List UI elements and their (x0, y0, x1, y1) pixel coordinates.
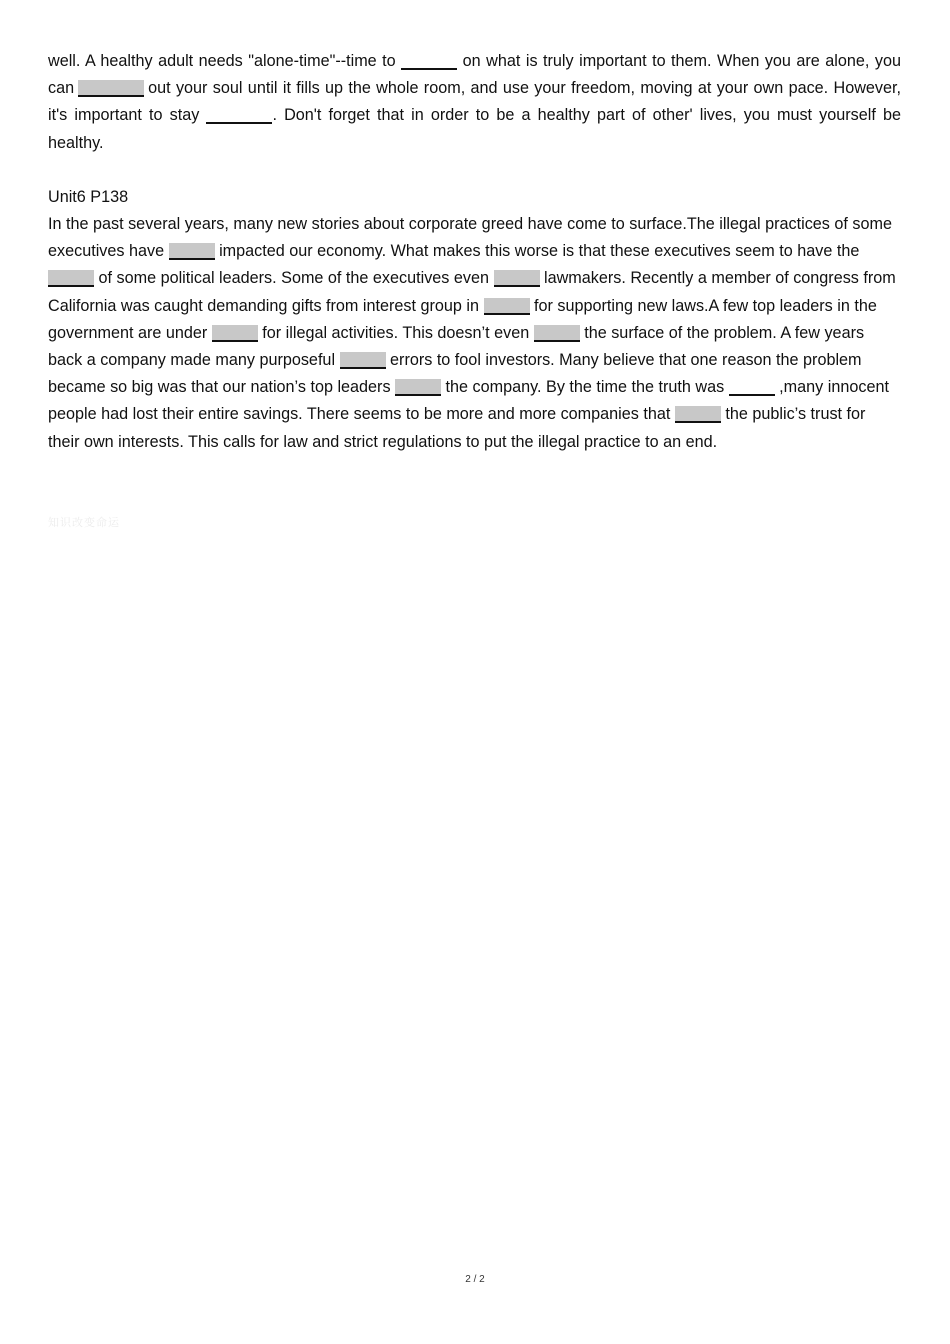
text-segment: of some political leaders. Some of the executives even (94, 269, 494, 288)
fill-in-blank[interactable] (675, 406, 721, 423)
text-segment: out your soul until it fills up the whole room, and use your freedom, moving at your own pace. However, it's important to stay (48, 79, 901, 125)
text-segment: lawmakers. Recently a member of congress from California was caught demanding gifts from interest group in (48, 269, 896, 315)
text-segment: impacted our economy. What makes this worse is that these executives seem to have the (214, 242, 860, 261)
text-segment: for supporting new laws.A few top leaders in the government are under (48, 296, 877, 342)
fill-in-blank[interactable] (401, 53, 457, 70)
fill-in-blank[interactable] (169, 243, 215, 260)
fill-in-blank[interactable] (395, 379, 441, 396)
fill-in-blank[interactable] (494, 270, 540, 287)
text-segment: well. A healthy adult needs "alone-time"--time to (48, 52, 402, 70)
text-segment: ,many innocent people had lost their entire savings. There seems to be more and more companies that (48, 378, 889, 424)
unit-heading: Unit6 P138 (48, 188, 129, 206)
text-segment: the company. By the time the truth was (441, 378, 729, 397)
cloze-passage (48, 211, 901, 456)
fill-in-blank[interactable] (340, 352, 386, 369)
fill-in-blank[interactable] (206, 107, 272, 124)
text-segment: In the past several years, many new stories about corporate greed have come to surface.The illegal practices of some executives have (48, 215, 892, 261)
fill-in-blank[interactable] (534, 325, 580, 342)
text-segment: on what is truly important to them. When you are alone, you can (48, 52, 901, 98)
text-segment: the surface of the problem. A few years back a company made many purposeful (48, 323, 865, 370)
text-segment: errors to fool investors. Many believe that one reason the problem became so big was that our nation’s top leaders (48, 351, 862, 397)
fill-in-blank[interactable] (729, 379, 775, 396)
watermark-text: 知识改变命运 (48, 517, 120, 529)
fill-in-blank[interactable] (484, 298, 530, 315)
text-segment: . Don't forget that in order to be a healthy part of other' lives, you must yourself be healthy. (48, 106, 901, 152)
text-segment: for illegal activities. This doesn’t even (257, 323, 534, 342)
fill-in-blank[interactable] (212, 325, 258, 342)
page-number: 2 / 2 (465, 1274, 485, 1285)
text-segment: the public’s trust for their own interests. This calls for law and strict regulations to put the illegal practice to an end. (48, 405, 866, 451)
continuation-paragraph (48, 48, 901, 157)
fill-in-blank[interactable] (78, 80, 144, 97)
fill-in-blank[interactable] (48, 270, 94, 287)
